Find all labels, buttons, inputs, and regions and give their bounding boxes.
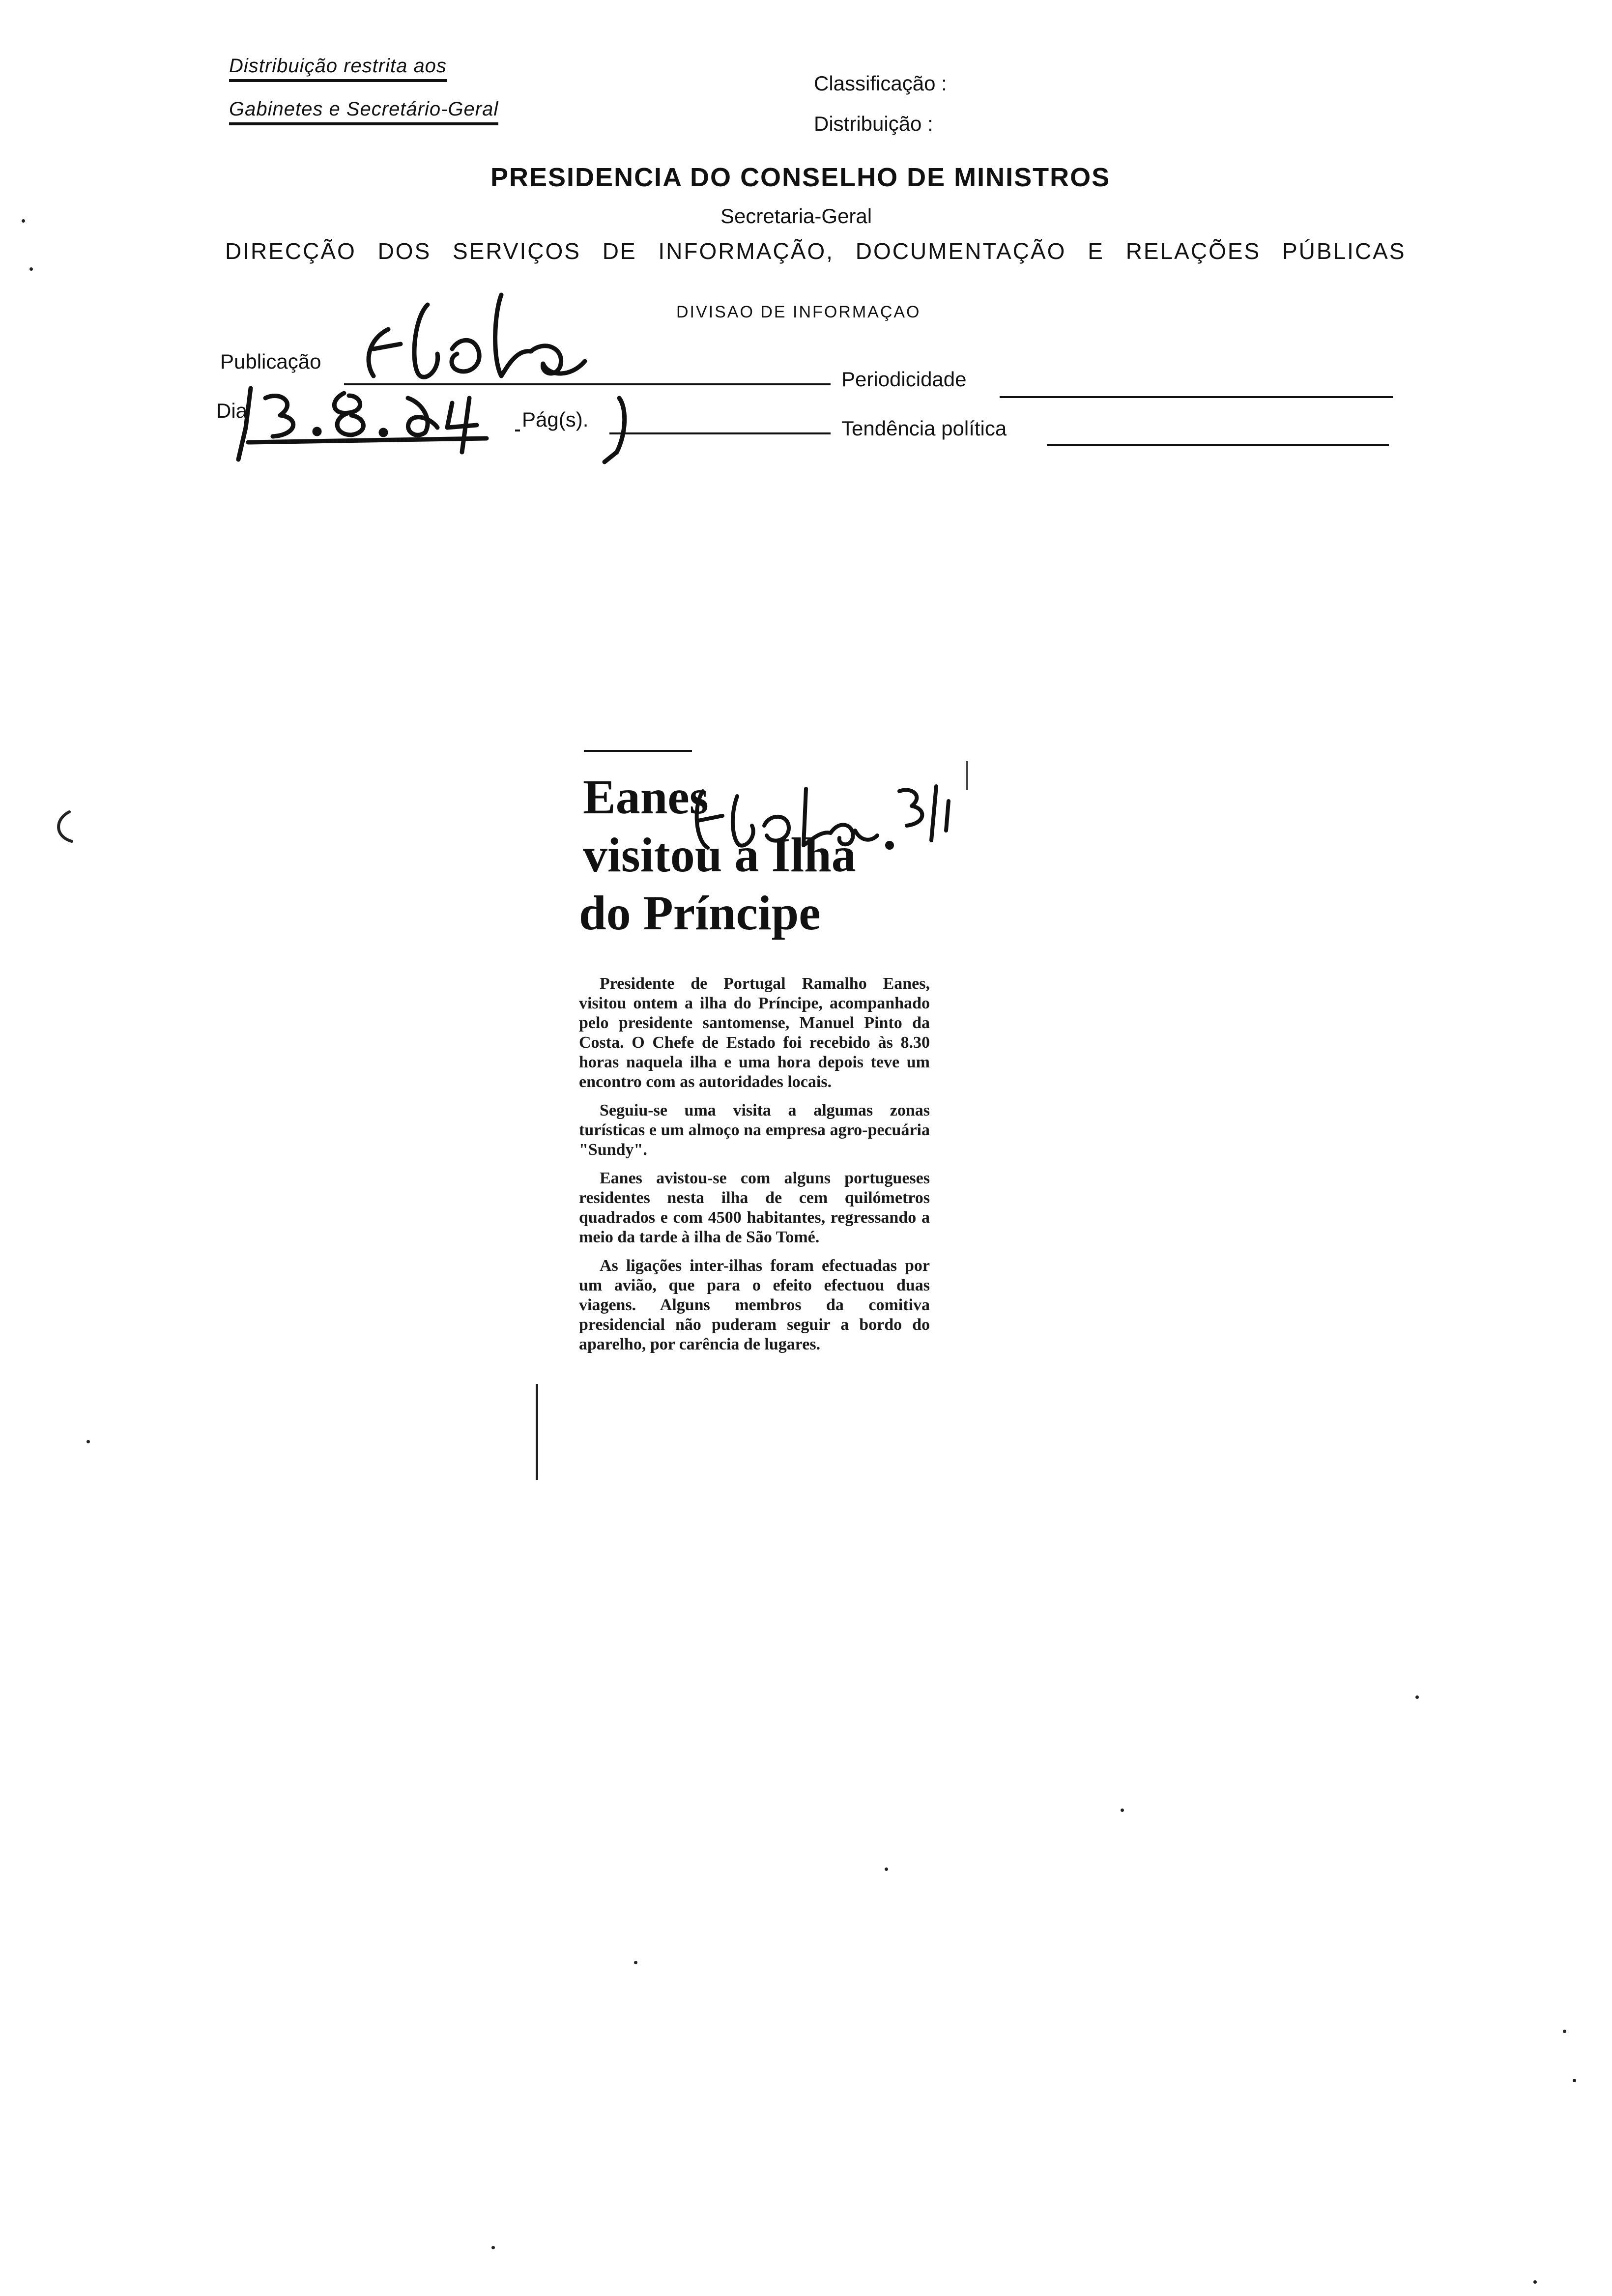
- political-tendency-field-line: [1047, 444, 1389, 446]
- division-heading: DIVISAO DE INFORMAÇAO: [676, 303, 921, 321]
- headline-line-1: Eanes: [583, 770, 709, 824]
- clipping-top-rule: [584, 750, 692, 752]
- institution-subtitle: Secretaria-Geral: [720, 204, 872, 228]
- clipping-left-edge-mark: [536, 1384, 538, 1480]
- scan-speck: [491, 2246, 495, 2249]
- scan-speck: [22, 219, 25, 223]
- scan-speck: [1415, 1695, 1419, 1699]
- scan-speck: [29, 267, 33, 271]
- political-tendency-label: Tendência política: [841, 417, 1007, 440]
- distribution-restriction-line-2: Gabinetes e Secretário-Geral: [229, 98, 498, 125]
- scan-speck: [1121, 1808, 1124, 1812]
- department-heading: DIRECÇÃO DOS SERVIÇOS DE INFORMAÇÃO, DOCUMENTAÇÃO E RELAÇÕES PÚBLICAS: [225, 238, 1406, 264]
- distribution-label: Distribuição :: [814, 112, 933, 135]
- article-paragraph: As ligações inter-ilhas foram efectuadas por um avião, que para o efeito efectuou duas viagens. Alguns membros da comitiva presidencial não puderam seguir a bordo do aparelho, por carência de lugares.: [579, 1257, 930, 1353]
- scan-speck: [885, 1867, 888, 1871]
- pages-label: Pág(s).: [522, 408, 589, 431]
- periodicity-label: Periodicidade: [841, 368, 967, 391]
- handwritten-clipping-annotation: [683, 767, 958, 865]
- scan-speck: [86, 1440, 90, 1443]
- publication-label: Publicação: [220, 350, 321, 373]
- handwritten-page-number: [590, 388, 654, 467]
- article-body: [579, 974, 930, 1363]
- scan-speck: [634, 1961, 637, 1964]
- clipping-edge-mark: [966, 761, 968, 790]
- article-paragraph: Presidente de Portugal Ramalho Eanes, visitou ontem a ilha do Príncipe, acompanhado pelo presidente santomense, Manuel Pinto da Costa. O Chefe de Estado foi recebido às 8.30 horas naquela ilha e uma hora depois teve um encontro com as autoridades locais.: [579, 975, 930, 1091]
- scan-speck: [1573, 2079, 1576, 2082]
- headline-line-2: visitou a Ilha: [583, 828, 856, 882]
- distribution-restriction-line-1: Distribuição restrita aos: [229, 55, 447, 82]
- institution-title: PRESIDENCIA DO CONSELHO DE MINISTROS: [490, 163, 1111, 192]
- classification-label: Classificação :: [814, 72, 947, 95]
- article-paragraph: Seguiu-se uma visita a algumas zonas turísticas e um almoço na empresa agro-pecuária "Sundy".: [579, 1101, 930, 1159]
- handwritten-day-date: [231, 373, 526, 467]
- scan-speck: [1533, 2280, 1537, 2284]
- day-label: Dia: [216, 399, 248, 422]
- scan-speck: [1563, 2030, 1566, 2033]
- article-paragraph: Eanes avistou-se com alguns portugueses residentes nesta ilha de cem quilómetros quadrados e com 4500 habitantes, regressando a meio da tarde à ilha de São Tomé.: [579, 1169, 930, 1246]
- periodicity-field-line: [1000, 396, 1393, 398]
- headline-line-3: do Príncipe: [579, 886, 821, 940]
- scan-bracket-mark: [47, 807, 77, 846]
